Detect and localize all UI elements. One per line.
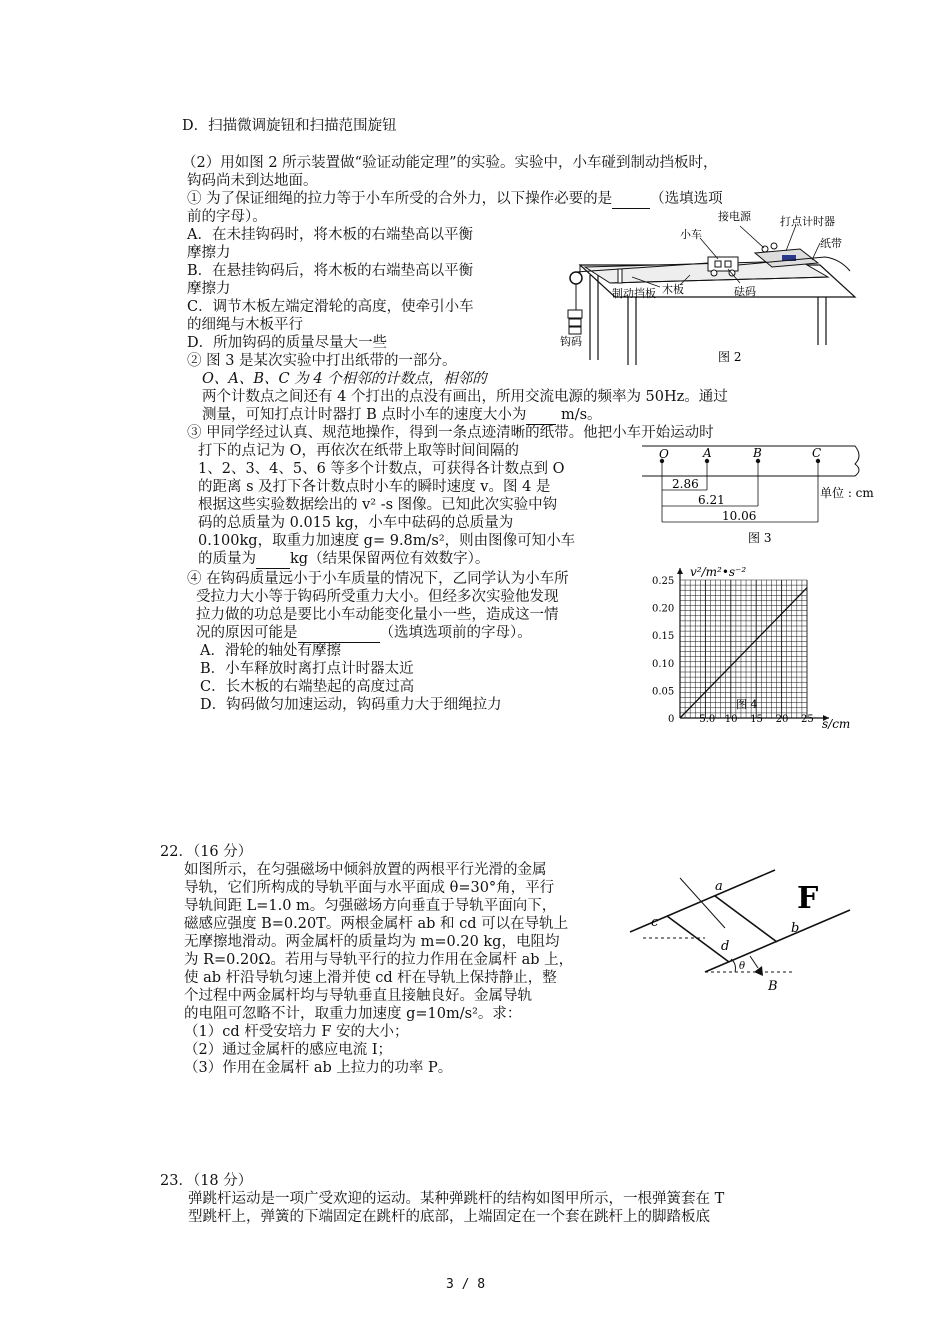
- q21-part3-line6: 码的总质量为 0.015 kg，小车中砝码的总质量为: [198, 515, 514, 531]
- x-tick-label: 10: [724, 714, 738, 725]
- q21-part3-line8: [198, 550, 489, 569]
- page-number: 3 / 8: [446, 1277, 486, 1292]
- q22-header: 22．（16 分）: [160, 844, 253, 860]
- q21-part4-line3: 拉力做的功总是要比小车动能变化量小一些，造成这一情: [196, 607, 559, 623]
- part4-option-d: D．钩码做匀加速运动，钩码重力大于细绳拉力: [200, 697, 502, 713]
- figure-2-apparatus: [550, 205, 860, 370]
- q21-part3-line5: 根据这些实验数据绘出的 v² -s 图像。已知此次实验中钩: [198, 497, 558, 513]
- figure-4-caption: 图 4: [736, 698, 758, 711]
- y-tick-label: 0.15: [652, 631, 675, 643]
- q21-part1-line2: 前的字母）。: [187, 209, 267, 225]
- label-c: c: [651, 915, 659, 930]
- option-a-line1: A．在未挂钩码时，将木板的右端垫高以平衡: [187, 227, 473, 243]
- label-b: b: [791, 921, 800, 936]
- x-tick-label: 25: [801, 714, 814, 725]
- x-tick-label: 20: [775, 714, 789, 725]
- q22-sub1: （1）cd 杆受安培力 F 安的大小；: [184, 1024, 409, 1040]
- part4-option-a: A．滑轮的轴处有摩擦: [200, 643, 341, 659]
- part4-option-b: B．小车释放时离打点计时器太近: [200, 661, 414, 677]
- label-theta: θ: [739, 961, 746, 972]
- figure-3-caption: 图 3: [748, 531, 772, 545]
- q21-part2-text: 测量，可知打点计时器打 B 点时小车的速度大小为: [202, 407, 527, 423]
- figure-4-chart: [640, 562, 860, 740]
- y-tick-label: 0.25: [652, 576, 675, 587]
- label-timer: 打点计时器: [780, 215, 835, 228]
- q21-part3-text: 的质量为: [198, 551, 256, 567]
- q23-line2: 型跳杆上，弹簧的下端固定在跳杆的底部，上端固定在一个套在跳杆上的脚踏板底: [188, 1209, 710, 1225]
- option-b-line2: 摩擦力: [187, 281, 231, 297]
- q21-part3-line7: 0.100kg，取重力加速度 g= 9.8m/s²，则由图像可知小车: [198, 533, 576, 549]
- label-field-b: B: [768, 979, 778, 994]
- q21-part3-line3: 1、2、3、4、5、6 等多个计数点，可获得各计数点到 O: [198, 461, 565, 477]
- q22-line8: 个过程中两金属杆均与导轨垂直且接触良好。金属导轨: [184, 988, 532, 1004]
- q22-line4: 磁感应强度 B=0.20T。两根金属杆 ab 和 cd 可以在导轨上: [184, 916, 569, 932]
- q23-header: 23．（18 分）: [160, 1173, 253, 1189]
- q21-part4-line4: [196, 624, 532, 643]
- answer-blank-2: [526, 406, 556, 425]
- q22-line1: 如图所示，在匀强磁场中倾斜放置的两根平行光滑的金属: [184, 862, 547, 878]
- q22-line2: 导轨，它们所构成的导轨平面与水平面成 θ=30°角，平行: [184, 880, 555, 896]
- dim-oa: 2.86: [672, 477, 699, 491]
- label-weight: 砝码: [734, 285, 756, 298]
- label-power: 接电源: [718, 210, 751, 223]
- label-d: d: [721, 939, 730, 954]
- option-c-line2: 的细绳与木板平行: [187, 317, 303, 333]
- q23-line1: 弹跳杆运动是一项广受欢迎的运动。某种弹跳杆的结构如图甲所示，一根弹簧套在 T: [188, 1191, 725, 1207]
- option-b-line1: B．在悬挂钩码后，将木板的右端垫高以平衡: [187, 263, 474, 279]
- y-tick-label: 0.10: [652, 658, 675, 670]
- point-c: C: [812, 446, 822, 460]
- q21-part2-unit: m/s。: [556, 407, 602, 423]
- q21-part4-line2: 受拉力大小等于钩码所受重力大小。但经多次实验他发现: [196, 589, 559, 605]
- label-tape: 纸带: [820, 237, 842, 250]
- q22-sub2: （2）通过金属杆的感应电流 I；: [184, 1042, 393, 1058]
- q22-line3: 导轨间距 L=1.0 m。匀强磁场方向垂直于导轨平面向下，: [184, 898, 557, 914]
- part4-option-c: C．长木板的右端垫起的高度过高: [200, 679, 415, 695]
- y-axis-label: v²/m²•s⁻²: [690, 565, 747, 579]
- q21-intro-line2: 钩码尚未到达地面。: [187, 173, 318, 189]
- q22-rail-figure: [625, 868, 855, 998]
- label-hook-weight: 钩码: [560, 335, 582, 348]
- point-o: O: [659, 447, 669, 461]
- q22-line7: 使 ab 杆沿导轨匀速上滑并使 cd 杆在导轨上保持静止，整: [184, 970, 557, 986]
- x-axis-label: s/cm: [822, 717, 851, 731]
- q21-part3-tail: kg（结果保留两位有效数字）。: [290, 551, 490, 567]
- q22-line5: 无摩擦地滑动。两金属杆的质量均为 m=0.20 kg，电阻均: [184, 934, 560, 950]
- figure-2-caption: 图 2: [718, 350, 742, 364]
- point-a: A: [703, 446, 712, 460]
- q21-part2-line2: O、A、B、C 为 4 个相邻的计数点，相邻的: [202, 371, 487, 387]
- q21-part4-line1: ④ 在钩码质量远小于小车质量的情况下，乙同学认为小车所: [187, 571, 569, 587]
- q21-part2-line3: 两个计数点之间还有 4 个打出的点没有画出，所用交流电源的频率为 50Hz。通过: [202, 389, 728, 405]
- label-a: a: [715, 879, 723, 894]
- q21-part3-line1: ③ 甲同学经过认真、规范地操作，得到一条点迹清晰的纸带。他把小车开始运动时: [187, 425, 714, 441]
- q21-part1-text: ① 为了保证细绳的拉力等于小车所受的合外力，以下操作必要的是: [187, 191, 613, 207]
- q21-part3-line4: 的距离 s 及打下各计数点时小车的瞬时速度 v。图 4 是: [198, 479, 551, 495]
- label-board: 木板: [662, 283, 684, 296]
- point-b: B: [753, 446, 762, 460]
- x-tick-label: 0: [668, 714, 675, 725]
- answer-blank-3: [256, 550, 290, 569]
- dim-ob: 6.21: [698, 493, 725, 507]
- figure-3-tape: [640, 440, 880, 550]
- x-tick-label: 15: [750, 714, 763, 725]
- q21-part2-line1: ② 图 3 是某次实验中打出纸带的一部分。: [187, 353, 457, 369]
- y-tick-label: 0.05: [652, 686, 675, 698]
- y-tick-label: 0.20: [652, 603, 675, 615]
- q21-part4-tail: （选填选项前的字母）。: [379, 625, 532, 641]
- option-d: D．所加钩码的质量尽量大一些: [187, 335, 388, 351]
- y-axis-arrow: [677, 568, 683, 574]
- x-tick-label: 5.0: [699, 714, 716, 725]
- option-d-previous: D．扫描微调旋钮和扫描范围旋钮: [182, 118, 397, 134]
- q21-part1-tail: （选填选项: [650, 191, 723, 207]
- q21-part2-line4: [202, 406, 602, 425]
- q21-intro-line1: （2）用如图 2 所示装置做“验证动能定理”的实验。实验中，小车碰到制动挡板时，: [182, 155, 718, 171]
- option-a-line2: 摩擦力: [187, 245, 231, 261]
- dim-oc: 10.06: [722, 509, 757, 523]
- q22-line6: 为 R=0.20Ω。若用与导轨平行的拉力作用在金属杆 ab 上，: [184, 952, 574, 968]
- q22-line9: 的电阻可忽略不计，取重力加速度 g=10m/s²。求：: [184, 1006, 522, 1022]
- q21-part4-text: 况的原因可能是: [196, 625, 298, 641]
- q21-part3-line2: 打下的点记为 O，再依次在纸带上取等时间间隔的: [198, 443, 519, 459]
- q22-sub3: （3）作用在金属杆 ab 上拉力的功率 P。: [184, 1060, 453, 1076]
- label-cart: 小车: [680, 228, 702, 241]
- option-c-line1: C．调节木板左端定滑轮的高度，使牵引小车: [187, 299, 474, 315]
- label-force-f: F: [797, 881, 819, 916]
- label-stop-plate: 制动挡板: [612, 287, 656, 300]
- unit-label: 单位 : cm: [820, 486, 874, 500]
- answer-blank-4: [298, 624, 380, 643]
